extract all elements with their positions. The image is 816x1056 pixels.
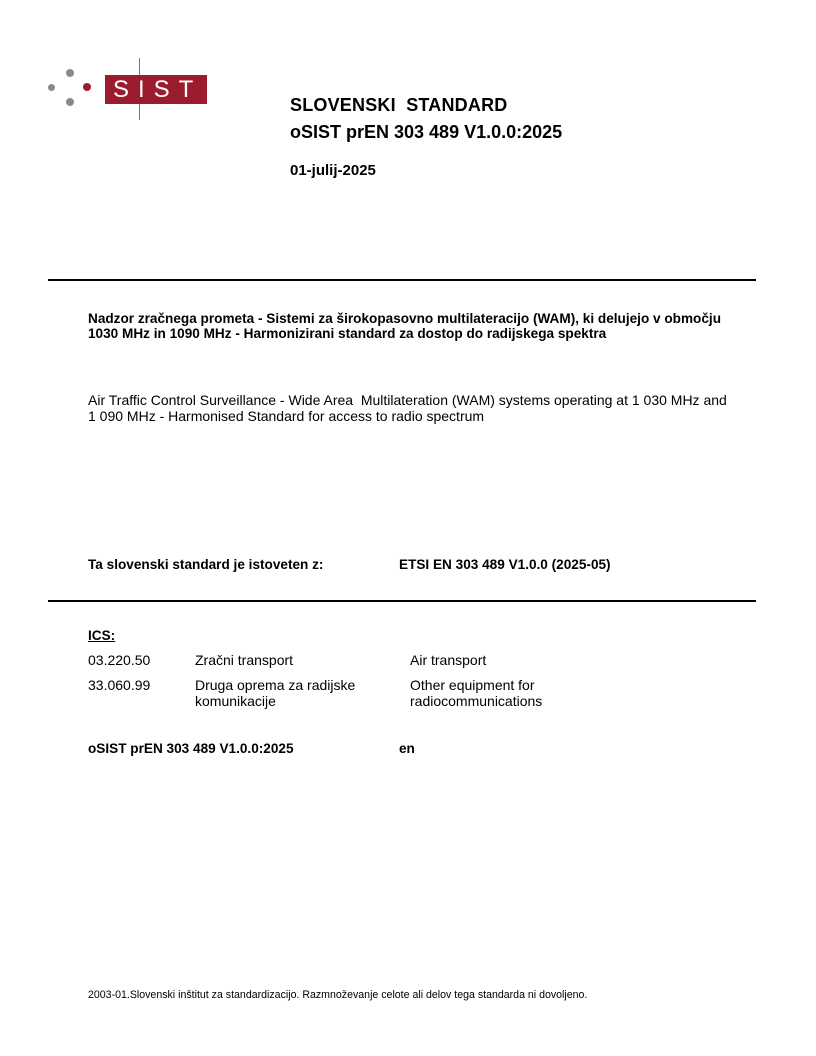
ics-description-english: Air transport xyxy=(410,652,487,668)
copyright-notice: 2003-01.Slovenski inštitut za standardizacijo. Razmnoževanje celote ali delov tega standarda ni dovoljeno. xyxy=(88,989,588,1001)
ics-description-slovenian: Druga oprema za radijske komunikacije xyxy=(195,677,356,709)
logo-wordmark: SIST xyxy=(105,75,207,104)
document-language: en xyxy=(399,741,415,756)
ics-row xyxy=(88,677,648,713)
standard-type: SLOVENSKI STANDARD xyxy=(290,95,508,115)
title-slovenian: Nadzor zračnega prometa - Sistemi za širokopasovno multilateracijo (WAM), ki delujejo v območju 1030 MHz in 1090 MHz - Harmonizirani standard za dostop do radijskega spektra xyxy=(88,311,721,341)
title-english: Air Traffic Control Surveillance - Wide Area Multilateration (WAM) systems operating at 1 030 MHz and 1 090 MHz - Harmonised Standard for access to radio spectrum xyxy=(88,392,731,424)
sist-logo xyxy=(48,58,208,120)
logo-dot-icon xyxy=(83,83,91,91)
ics-description-english: Other equipment for radiocommunications xyxy=(410,677,543,709)
divider xyxy=(48,600,756,602)
ics-code: 33.060.99 xyxy=(88,677,151,693)
standard-code: oSIST prEN 303 489 V1.0.0:2025 xyxy=(290,122,563,142)
logo-dot-icon xyxy=(66,69,74,77)
logo-dot-icon xyxy=(48,84,55,91)
ics-row xyxy=(88,652,648,672)
ics-heading: ICS: xyxy=(88,628,116,643)
identity-value: ETSI EN 303 489 V1.0.0 (2025-05) xyxy=(399,557,611,572)
identity-label: Ta slovenski standard je istoveten z: xyxy=(88,557,324,572)
ics-code: 03.220.50 xyxy=(88,652,151,668)
ics-description-slovenian: Zračni transport xyxy=(195,652,294,668)
document-code: oSIST prEN 303 489 V1.0.0:2025 xyxy=(88,741,294,756)
logo-dot-icon xyxy=(66,98,74,106)
publication-date: 01-julij-2025 xyxy=(290,162,376,179)
divider xyxy=(48,279,756,281)
